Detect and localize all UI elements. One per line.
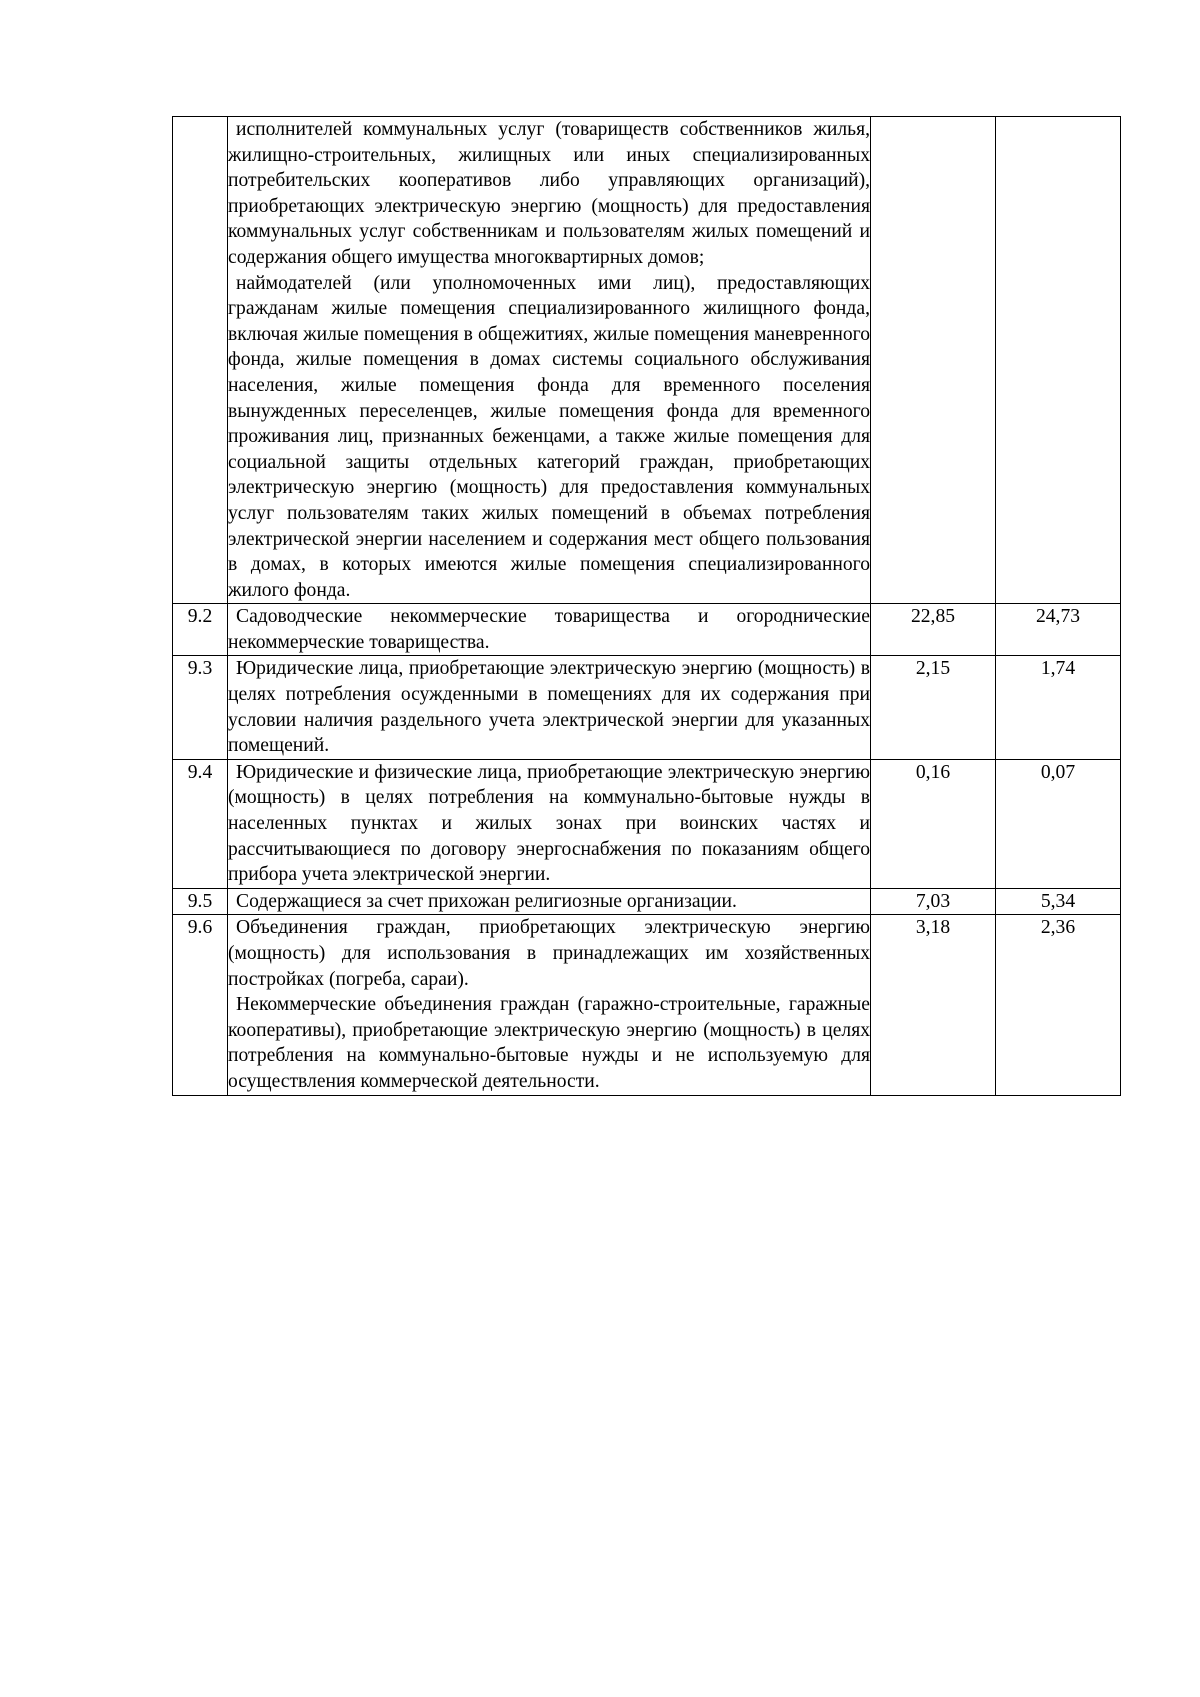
row-number: [173, 117, 228, 604]
tariff-table: [172, 116, 1121, 1096]
row-number: 9.2: [173, 604, 228, 656]
value-column-1: 7,03: [871, 888, 996, 915]
value-column-2: 2,36: [996, 915, 1121, 1095]
value-column-2: [996, 117, 1121, 604]
description-paragraph: Объединения граждан, приобретающих электрическую энергию (мощность) для использования в принадлежащих им хозяйственных постройках (погреба, сараи).: [228, 917, 870, 990]
description-paragraph: Юридические и физические лица, приобретающие электрическую энергию (мощность) в целях потребления на коммунально-бытовые нужды в населенных пунктах и жилых зонах при воинских частях и рассчитывающиеся по договору энергоснабжения по показаниям общего прибора учета электрической энергии.: [228, 761, 870, 886]
row-description: [228, 117, 871, 604]
table-row: [173, 604, 1121, 656]
row-description: [228, 604, 871, 656]
description-paragraph: Юридические лица, приобретающие электрическую энергию (мощность) в целях потребления осужденными в помещениях для их содержания при условии наличия раздельного учета электрической энергии для указанных помещений.: [228, 658, 870, 757]
table-row: [173, 656, 1121, 759]
value-column-2: 1,74: [996, 656, 1121, 759]
row-number: 9.5: [173, 888, 228, 915]
description-paragraph: исполнителей коммунальных услуг (товариществ собственников жилья, жилищно-строительных, жилищных или иных специализированных потребительских кооперативов либо управляющих организаций), приобретающих электрическую энергию (мощность) для предоставления коммунальных услуг собственникам и пользователям жилых помещений и содержания общего имущества многоквартирных домов;: [228, 119, 870, 268]
value-column-1: 0,16: [871, 759, 996, 888]
row-description: [228, 915, 871, 1095]
row-number: 9.4: [173, 759, 228, 888]
row-number: 9.3: [173, 656, 228, 759]
value-column-1: 22,85: [871, 604, 996, 656]
row-description: [228, 759, 871, 888]
value-column-2: 0,07: [996, 759, 1121, 888]
description-paragraph: наймодателей (или уполномоченных ими лиц), предоставляющих гражданам жилые помещения специализированного жилищного фонда, включая жилые помещения в общежитиях, жилые помещения маневренного фонда, жилые помещения в домах системы социального обслуживания населения, жилые помещения фонда для временного поселения вынужденных переселенцев, жилые помещения фонда для временного проживания лиц, признанных беженцами, а также жилые помещения для социальной защиты отдельных категорий граждан, приобретающих электрическую энергию (мощность) для предоставления коммунальных услуг пользователям таких жилых помещений в объемах потребления электрической энергии населением и содержания мест общего пользования в домах, в которых имеются жилые помещения специализированного жилого фонда.: [228, 272, 870, 601]
row-number: 9.6: [173, 915, 228, 1095]
value-column-1: 2,15: [871, 656, 996, 759]
description-paragraph: Садоводческие некоммерческие товарищества и огороднические некоммерческие товарищества.: [228, 606, 870, 653]
value-column-2: 24,73: [996, 604, 1121, 656]
table-row: [173, 915, 1121, 1095]
row-description: [228, 656, 871, 759]
description-paragraph: Некоммерческие объединения граждан (гаражно-строительные, гаражные кооперативы), приобретающие электрическую энергию (мощность) в целях потребления на коммунально-бытовые нужды и не используемую для осуществления коммерческой деятельности.: [228, 994, 870, 1092]
table-row: [173, 888, 1121, 915]
description-paragraph: Содержащиеся за счет прихожан религиозные организации.: [236, 890, 737, 912]
value-column-2: 5,34: [996, 888, 1121, 915]
table-row: [173, 117, 1121, 604]
table-row: [173, 759, 1121, 888]
value-column-1: [871, 117, 996, 604]
row-description: [228, 888, 871, 915]
value-column-1: 3,18: [871, 915, 996, 1095]
